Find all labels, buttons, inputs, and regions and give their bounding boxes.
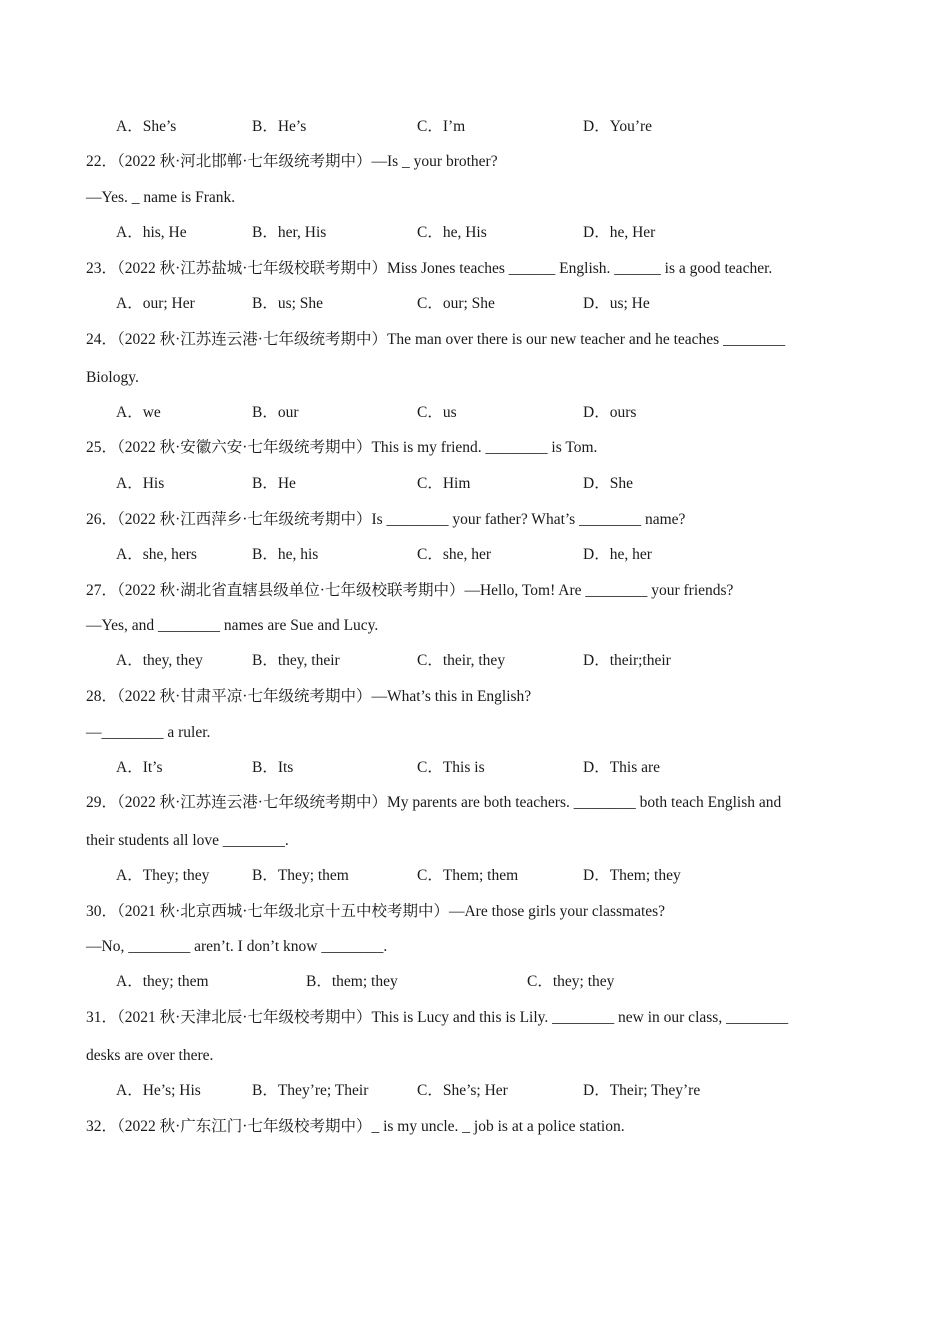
question-stem-line: desks are over there. (86, 1047, 214, 1064)
question-stem: 26．（2022 秋·江西萍乡·七年级统考期中）Is ________ your father? What’s ________ name? (86, 511, 686, 528)
question-stem: 27．（2022 秋·湖北省直辖县级单位·七年级校联考期中）—Hello, Tom! Are ________ your friends? (86, 582, 734, 599)
option-b: B．He’s (252, 118, 307, 135)
option-d: D．Them; they (583, 867, 681, 884)
option-b: B．He (252, 475, 296, 492)
option-c: C．their, they (417, 652, 506, 669)
option-c: C．She’s; Her (417, 1082, 508, 1099)
option-a: A．they, they (116, 652, 203, 669)
option-a: A．It’s (116, 759, 163, 776)
option-a: A．she, hers (116, 546, 197, 563)
question-stem-line: —Yes, and ________ names are Sue and Lucy. (86, 617, 379, 634)
option-d: D．She (583, 475, 633, 492)
question-stem: 22．（2022 秋·河北邯郸·七年级统考期中）—Is _ your brother? (86, 153, 498, 170)
option-d: D．Their; They’re (583, 1082, 701, 1099)
question-stem-line: —No, ________ aren’t. I don’t know ________. (86, 938, 388, 955)
option-a: A．his, He (116, 224, 187, 241)
option-b: B．Its (252, 759, 294, 776)
question-stem: 32．（2022 秋·广东江门·七年级校考期中）_ is my uncle. _ job is at a police station. (86, 1118, 625, 1135)
question-stem: 31．（2021 秋·天津北辰·七年级校考期中）This is Lucy and this is Lily. ________ new in our class, ________ (86, 1009, 789, 1026)
option-b: B．us; She (252, 295, 324, 312)
option-c: C．he, His (417, 224, 487, 241)
option-a: A．They; they (116, 867, 210, 884)
question-stem-line: —Yes. _ name is Frank. (86, 189, 236, 206)
option-c: C．Them; them (417, 867, 519, 884)
option-c: C．I’m (417, 118, 466, 135)
option-c: C．This is (417, 759, 485, 776)
option-d: D．he, her (583, 546, 652, 563)
option-a: A．we (116, 404, 161, 421)
question-stem-line: —________ a ruler. (86, 724, 211, 741)
option-b: B．her, His (252, 224, 327, 241)
option-d: D．us; He (583, 295, 650, 312)
option-c: C．our; She (417, 295, 495, 312)
question-stem-line: their students all love ________. (86, 832, 289, 849)
option-c: C．she, her (417, 546, 492, 563)
question-stem: 24．（2022 秋·江苏连云港·七年级统考期中）The man over there is our new teacher and he teaches ________ (86, 331, 786, 348)
option-d: D．This are (583, 759, 661, 776)
option-b: B．he, his (252, 546, 319, 563)
option-c: C．they; they (527, 973, 615, 990)
question-stem: 30．（2021 秋·北京西城·七年级北京十五中校考期中）—Are those girls your classmates? (86, 903, 666, 920)
option-a: A．they; them (116, 973, 209, 990)
question-stem: 25．（2022 秋·安徽六安·七年级统考期中）This is my friend. ________ is Tom. (86, 439, 598, 456)
option-c: C．us (417, 404, 457, 421)
question-stem: 28．（2022 秋·甘肃平凉·七年级统考期中）—What’s this in English? (86, 688, 532, 705)
option-a: A．She’s (116, 118, 177, 135)
option-d: D．he, Her (583, 224, 656, 241)
option-a: A．He’s; His (116, 1082, 201, 1099)
option-b: B．They’re; Their (252, 1082, 369, 1099)
option-b: B．they, their (252, 652, 340, 669)
question-stem-line: Biology. (86, 369, 139, 386)
option-d: D．You’re (583, 118, 653, 135)
option-d: D．ours (583, 404, 637, 421)
option-c: C．Him (417, 475, 471, 492)
option-b: B．our (252, 404, 299, 421)
option-a: A．our; Her (116, 295, 195, 312)
question-stem: 29．（2022 秋·江苏连云港·七年级统考期中）My parents are both teachers. ________ both teach English and (86, 794, 782, 811)
option-b: B．them; they (306, 973, 398, 990)
option-a: A．His (116, 475, 165, 492)
question-stem: 23．（2022 秋·江苏盐城·七年级校联考期中）Miss Jones teaches ______ English. ______ is a good teacher. (86, 260, 773, 277)
option-d: D．their;their (583, 652, 671, 669)
option-b: B．They; them (252, 867, 349, 884)
